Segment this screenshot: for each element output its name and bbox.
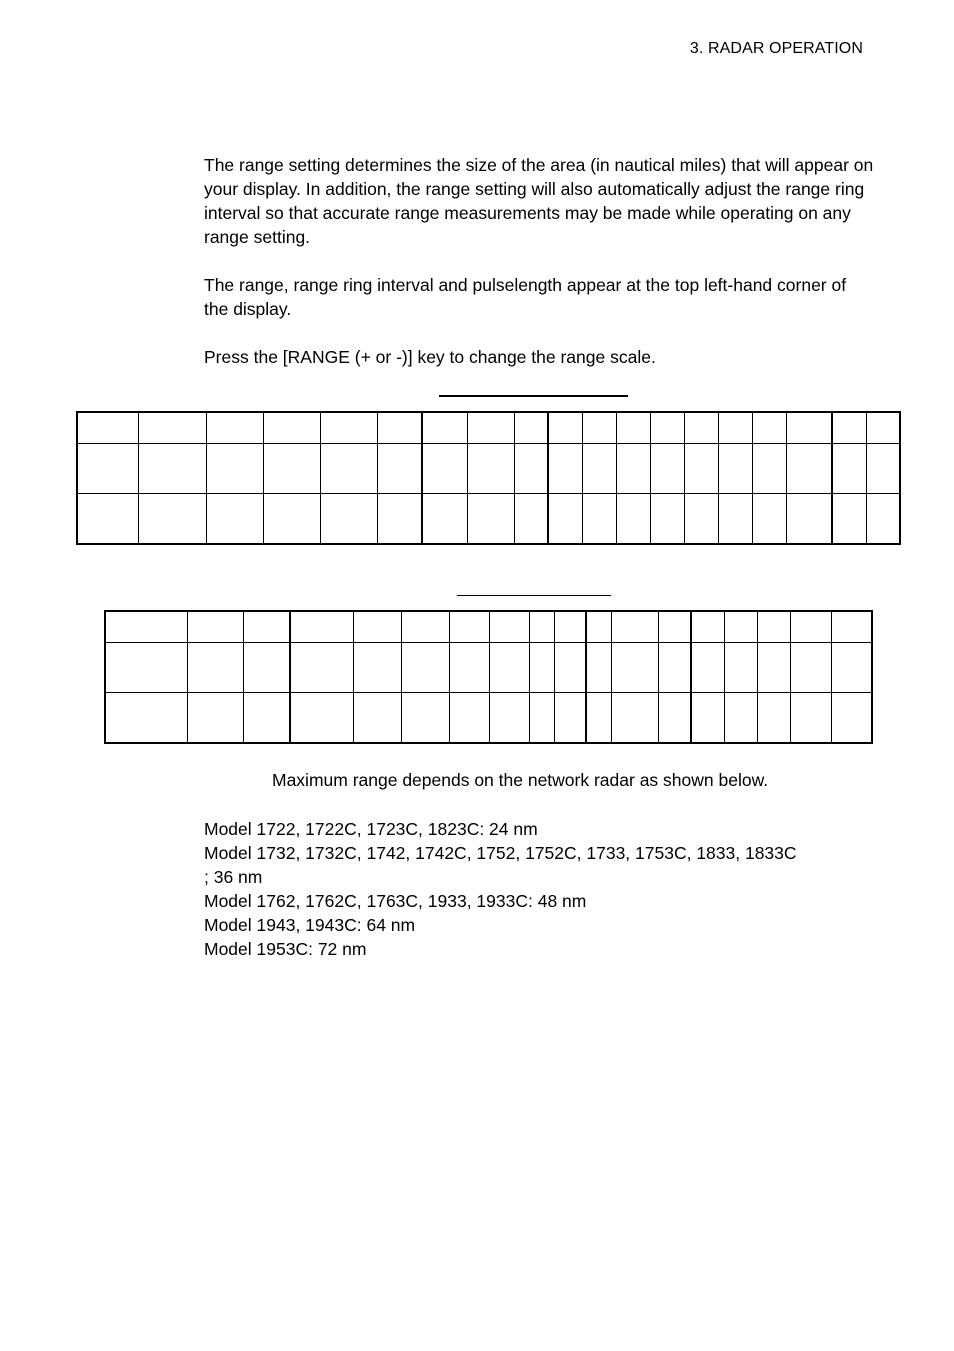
range-description-paragraph: The range setting determines the size of the area (in nautical miles) that will appear on your display. In addition, the range setting will also automatically adjust the range ring interval so that accurate range measurements may be made while operating on any range setting.	[204, 155, 874, 247]
table-row	[77, 412, 900, 444]
list-item: Model 1943, 1943C: 64 nm	[204, 915, 416, 935]
range-table-2	[104, 610, 873, 744]
list-item: Model 1762, 1762C, 1763C, 1933, 1933C: 48 nm	[204, 891, 587, 911]
table-row	[77, 444, 900, 494]
range-table-1	[76, 411, 901, 545]
list-item: Model 1722, 1722C, 1723C, 1823C: 24 nm	[204, 819, 538, 839]
list-item: ; 36 nm	[204, 867, 263, 887]
table-row	[105, 643, 872, 693]
max-range-note: Maximum range depends on the network radar as shown below.	[272, 770, 769, 790]
table-1-caption-line	[439, 395, 628, 397]
section-header: 3. RADAR OPERATION	[689, 40, 863, 57]
table-row	[77, 494, 900, 545]
list-item: Model 1732, 1732C, 1742, 1742C, 1752, 1752C, 1733, 1753C, 1833, 1833C	[204, 843, 797, 863]
range-display-paragraph: The range, range ring interval and pulselength appear at the top left-hand corner of the display.	[204, 275, 847, 319]
table-row	[105, 611, 872, 643]
table-2-caption-line	[457, 595, 611, 596]
model-range-list	[204, 817, 844, 961]
list-item: Model 1953C: 72 nm	[204, 939, 367, 959]
table-row	[105, 693, 872, 744]
range-key-instruction: Press the [RANGE (+ or -)] key to change the range scale.	[204, 347, 656, 367]
